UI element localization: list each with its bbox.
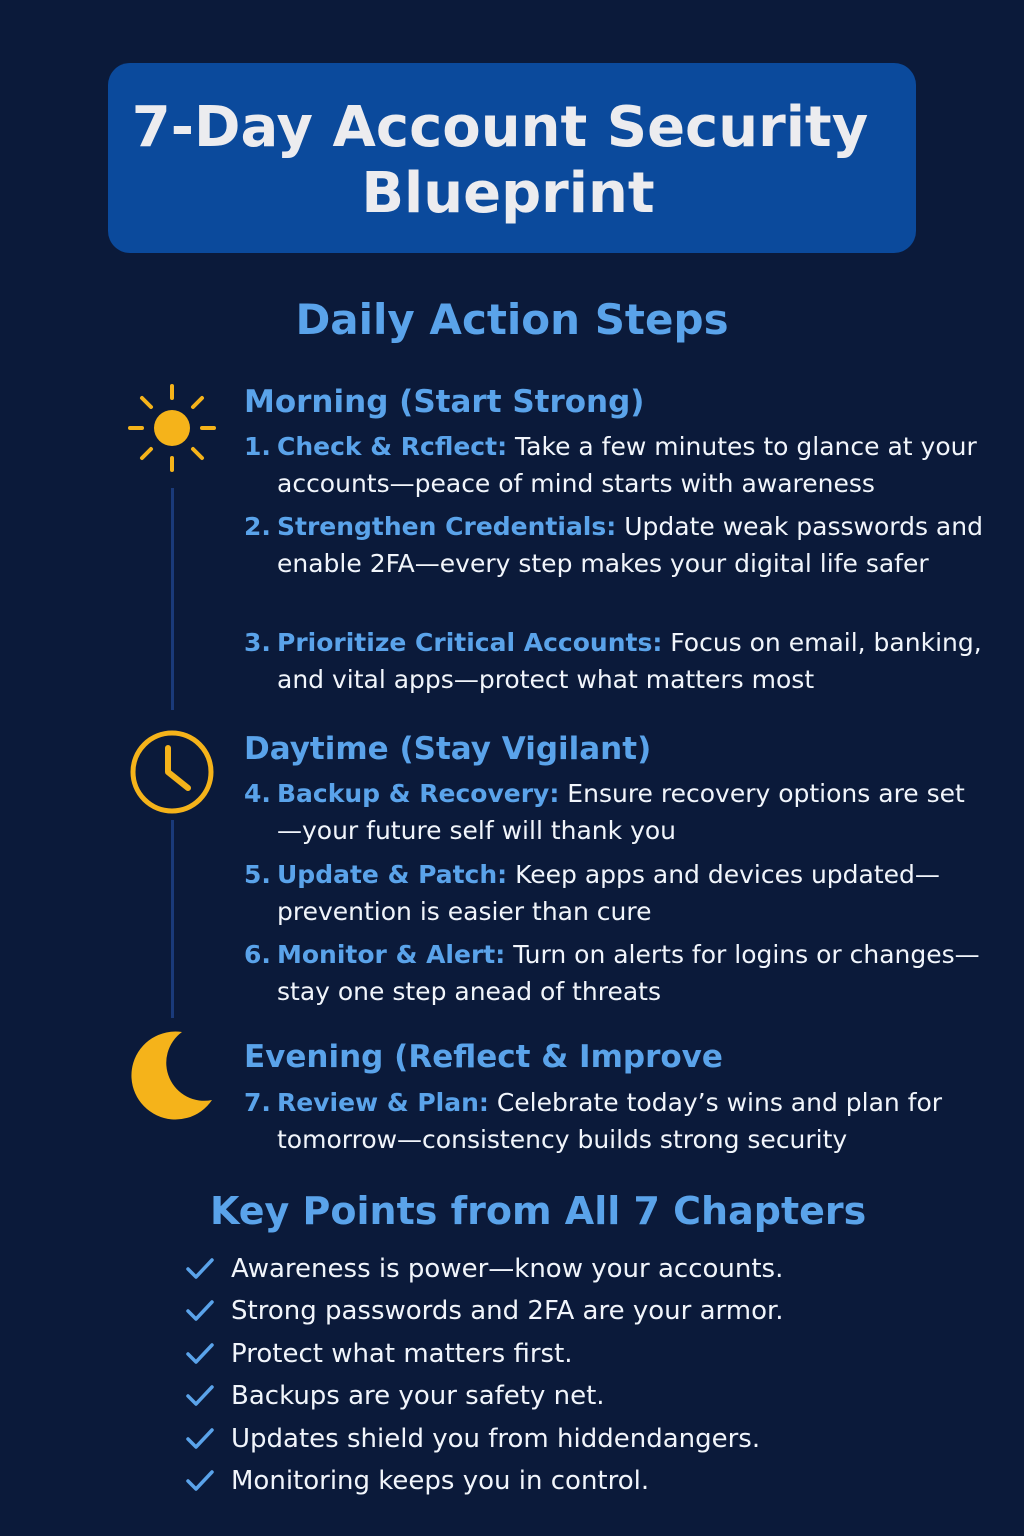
checkmark-icon xyxy=(186,1384,214,1408)
phase-heading-evening: Evening (Reflect & Improve xyxy=(244,1039,723,1075)
step-number: 4. xyxy=(244,779,271,808)
sun-icon xyxy=(128,384,216,476)
step-label: Check & Rcflect: xyxy=(277,432,508,461)
timeline-connector xyxy=(171,820,174,1018)
phase-heading-daytime: Daytime (Stay Vigilant) xyxy=(244,731,652,767)
action-step xyxy=(244,1084,984,1158)
checkmark-icon xyxy=(186,1342,214,1366)
step-text: Update weak passwords and enable 2FA—every step makes your digital life safer xyxy=(277,512,983,578)
action-step xyxy=(244,508,984,582)
action-step xyxy=(244,775,984,849)
checkmark-icon xyxy=(186,1299,214,1323)
step-label: Review & Plan: xyxy=(277,1088,489,1117)
key-point-text: Updates shield you from hiddendangers. xyxy=(231,1424,761,1454)
title-card xyxy=(108,63,916,253)
step-label: Backup & Recovery: xyxy=(277,779,560,808)
step-number: 7. xyxy=(244,1088,271,1117)
step-text: Celebrate today’s wins and plan for tomorrow—consistency builds strong security xyxy=(277,1088,943,1154)
checkmark-icon xyxy=(186,1469,214,1493)
key-point-text: Monitoring keeps you in control. xyxy=(231,1466,650,1496)
key-point-text: Backups are your safety net. xyxy=(231,1381,605,1411)
key-point-text: Awareness is power—know your accounts. xyxy=(231,1254,784,1284)
step-text: Ensure recovery options are set—your future self will thank you xyxy=(277,779,965,845)
action-step xyxy=(244,856,984,930)
step-number: 1. xyxy=(244,432,271,461)
step-number: 6. xyxy=(244,940,271,969)
daily-action-steps-heading: Daily Action Steps xyxy=(295,295,729,344)
moon-icon xyxy=(130,1030,216,1124)
step-number: 5. xyxy=(244,860,271,889)
step-text: Focus on email, banking, and vital apps—protect what matters most xyxy=(277,628,982,694)
step-number: 2. xyxy=(244,512,271,541)
checkmark-icon xyxy=(186,1427,214,1451)
key-point-text: Protect what matters first. xyxy=(231,1339,573,1369)
phase-heading-morning: Morning (Start Strong) xyxy=(244,384,645,420)
page-title-line-2: Blueprint xyxy=(361,161,655,226)
step-label: Strengthen Credentials: xyxy=(277,512,617,541)
step-text: Take a few minutes to glance at your accounts—peace of mind starts with awareness xyxy=(277,432,977,498)
step-label: Prioritize Critical Accounts: xyxy=(277,628,663,657)
step-number: 3. xyxy=(244,628,271,657)
clock-icon xyxy=(128,728,216,820)
checkmark-icon xyxy=(186,1257,214,1281)
page-title-line-1: 7-Day Account Security xyxy=(131,95,869,160)
step-text: Turn on alerts for logins or changes—stay one step anead of threats xyxy=(277,940,980,1006)
timeline-connector xyxy=(171,488,174,710)
action-step xyxy=(244,428,984,502)
step-text: Keep apps and devices updated—prevention is easier than cure xyxy=(277,860,940,926)
action-step xyxy=(244,936,984,1010)
key-points-heading: Key Points from All 7 Chapters xyxy=(210,1189,867,1233)
key-point-text: Strong passwords and 2FA are your armor. xyxy=(231,1296,784,1326)
step-label: Update & Patch: xyxy=(277,860,508,889)
action-step xyxy=(244,624,984,698)
step-label: Monitor & Alert: xyxy=(277,940,506,969)
